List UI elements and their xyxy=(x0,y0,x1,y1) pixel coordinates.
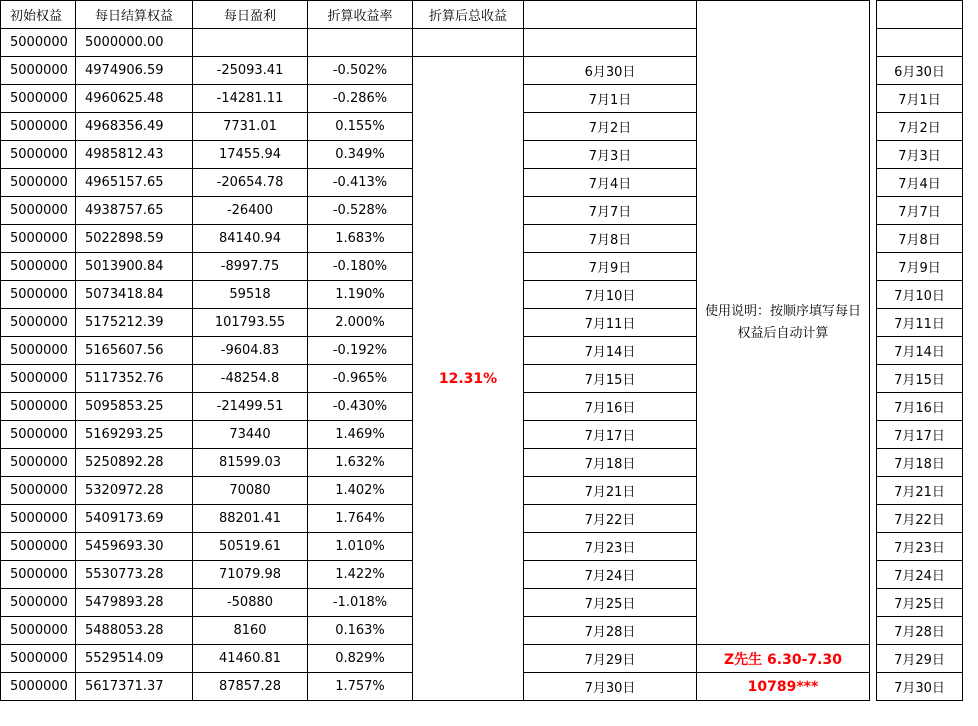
daily-profit-cell[interactable]: 41460.81 xyxy=(193,645,308,673)
header-daily-settlement-equity[interactable]: 每日结算权益 xyxy=(76,1,193,29)
date-cell[interactable]: 7月16日 xyxy=(524,393,697,421)
daily-profit-cell[interactable]: 84140.94 xyxy=(193,225,308,253)
return-rate-cell[interactable]: 1.764% xyxy=(308,505,413,533)
date-copy-cell[interactable]: 7月28日 xyxy=(877,617,963,645)
settlement-equity-cell[interactable]: 5459693.30 xyxy=(76,533,193,561)
empty-cell[interactable] xyxy=(413,29,524,57)
initial-equity-cell[interactable]: 5000000 xyxy=(1,29,76,57)
settlement-equity-cell[interactable]: 5488053.28 xyxy=(76,617,193,645)
return-rate-cell[interactable]: -1.018% xyxy=(308,589,413,617)
settlement-equity-cell[interactable]: 5320972.28 xyxy=(76,477,193,505)
return-rate-cell[interactable]: 1.190% xyxy=(308,281,413,309)
initial-equity-cell[interactable]: 5000000 xyxy=(1,309,76,337)
empty-cell[interactable] xyxy=(308,29,413,57)
initial-equity-cell[interactable]: 5000000 xyxy=(1,617,76,645)
header-return-rate[interactable]: 折算收益率 xyxy=(308,1,413,29)
settlement-equity-cell[interactable]: 4985812.43 xyxy=(76,141,193,169)
date-copy-cell[interactable]: 7月16日 xyxy=(877,393,963,421)
settlement-equity-cell[interactable]: 5073418.84 xyxy=(76,281,193,309)
date-cell[interactable]: 7月7日 xyxy=(524,197,697,225)
initial-equity-cell[interactable]: 5000000 xyxy=(1,561,76,589)
date-cell[interactable]: 7月21日 xyxy=(524,477,697,505)
date-copy-cell[interactable]: 7月1日 xyxy=(877,85,963,113)
header-daily-profit[interactable]: 每日盈利 xyxy=(193,1,308,29)
date-cell[interactable]: 7月28日 xyxy=(524,617,697,645)
usage-note-cell[interactable]: 使用说明：按顺序填写每日权益后自动计算 xyxy=(697,1,870,645)
header-initial-equity[interactable]: 初始权益 xyxy=(1,1,76,29)
initial-equity-cell[interactable]: 5000000 xyxy=(1,225,76,253)
initial-equity-cell[interactable]: 5000000 xyxy=(1,589,76,617)
date-cell[interactable]: 7月17日 xyxy=(524,421,697,449)
date-cell[interactable]: 7月23日 xyxy=(524,533,697,561)
return-rate-cell[interactable]: -0.180% xyxy=(308,253,413,281)
date-copy-cell[interactable]: 7月2日 xyxy=(877,113,963,141)
date-cell[interactable]: 7月29日 xyxy=(524,645,697,673)
date-cell[interactable]: 7月3日 xyxy=(524,141,697,169)
return-rate-cell[interactable]: 0.829% xyxy=(308,645,413,673)
settlement-equity-cell[interactable]: 5117352.76 xyxy=(76,365,193,393)
daily-profit-cell[interactable]: 50519.61 xyxy=(193,533,308,561)
date-cell[interactable]: 7月10日 xyxy=(524,281,697,309)
return-rate-cell[interactable]: -0.192% xyxy=(308,337,413,365)
settlement-equity-cell[interactable]: 5175212.39 xyxy=(76,309,193,337)
return-rate-cell[interactable]: -0.502% xyxy=(308,57,413,85)
initial-equity-cell[interactable]: 5000000 xyxy=(1,673,76,701)
settlement-equity-cell[interactable]: 4968356.49 xyxy=(76,113,193,141)
daily-profit-cell[interactable]: 101793.55 xyxy=(193,309,308,337)
initial-equity-cell[interactable]: 5000000 xyxy=(1,85,76,113)
settlement-equity-cell[interactable]: 5530773.28 xyxy=(76,561,193,589)
return-rate-cell[interactable]: 2.000% xyxy=(308,309,413,337)
settlement-equity-cell[interactable]: 5013900.84 xyxy=(76,253,193,281)
header-total-return[interactable]: 折算后总收益 xyxy=(413,1,524,29)
return-rate-cell[interactable]: 1.757% xyxy=(308,673,413,701)
signature-cell[interactable]: Z先生 6.30-7.30 xyxy=(697,645,870,673)
settlement-equity-cell[interactable]: 5617371.37 xyxy=(76,673,193,701)
return-rate-cell[interactable]: 1.422% xyxy=(308,561,413,589)
date-copy-cell[interactable]: 7月21日 xyxy=(877,477,963,505)
date-cell[interactable]: 7月25日 xyxy=(524,589,697,617)
date-cell[interactable]: 7月15日 xyxy=(524,365,697,393)
footer-code-cell[interactable]: 10789*** xyxy=(697,673,870,701)
initial-equity-cell[interactable]: 5000000 xyxy=(1,253,76,281)
initial-equity-cell[interactable]: 5000000 xyxy=(1,281,76,309)
date-copy-cell[interactable]: 7月18日 xyxy=(877,449,963,477)
settlement-equity-cell[interactable]: 5095853.25 xyxy=(76,393,193,421)
settlement-equity-cell[interactable]: 4974906.59 xyxy=(76,57,193,85)
return-rate-cell[interactable]: -0.965% xyxy=(308,365,413,393)
return-rate-cell[interactable]: 1.402% xyxy=(308,477,413,505)
return-rate-cell[interactable]: -0.286% xyxy=(308,85,413,113)
return-rate-cell[interactable]: 1.632% xyxy=(308,449,413,477)
date-copy-cell[interactable]: 7月24日 xyxy=(877,561,963,589)
return-rate-cell[interactable]: -0.413% xyxy=(308,169,413,197)
initial-equity-cell[interactable]: 5000000 xyxy=(1,421,76,449)
daily-profit-cell[interactable]: -9604.83 xyxy=(193,337,308,365)
daily-profit-cell[interactable]: 17455.94 xyxy=(193,141,308,169)
date-copy-cell[interactable]: 7月30日 xyxy=(877,673,963,701)
date-cell[interactable]: 7月18日 xyxy=(524,449,697,477)
initial-equity-cell[interactable]: 5000000 xyxy=(1,449,76,477)
settlement-equity-cell[interactable]: 5022898.59 xyxy=(76,225,193,253)
initial-equity-cell[interactable]: 5000000 xyxy=(1,365,76,393)
date-copy-cell[interactable]: 7月22日 xyxy=(877,505,963,533)
date-cell[interactable]: 7月9日 xyxy=(524,253,697,281)
initial-equity-cell[interactable]: 5000000 xyxy=(1,337,76,365)
return-rate-cell[interactable]: -0.528% xyxy=(308,197,413,225)
initial-equity-cell[interactable]: 5000000 xyxy=(1,57,76,85)
date-cell[interactable]: 7月2日 xyxy=(524,113,697,141)
date-cell[interactable]: 7月11日 xyxy=(524,309,697,337)
initial-equity-cell[interactable]: 5000000 xyxy=(1,645,76,673)
empty-cell[interactable] xyxy=(524,29,697,57)
return-rate-cell[interactable]: 1.469% xyxy=(308,421,413,449)
daily-profit-cell[interactable]: 8160 xyxy=(193,617,308,645)
date-copy-cell[interactable]: 7月23日 xyxy=(877,533,963,561)
settlement-equity-cell[interactable]: 5529514.09 xyxy=(76,645,193,673)
initial-equity-cell[interactable]: 5000000 xyxy=(1,197,76,225)
settlement-equity-cell[interactable]: 4965157.65 xyxy=(76,169,193,197)
daily-profit-cell[interactable]: 70080 xyxy=(193,477,308,505)
date-copy-cell[interactable]: 7月25日 xyxy=(877,589,963,617)
initial-equity-cell[interactable]: 5000000 xyxy=(1,141,76,169)
empty-cell[interactable] xyxy=(877,1,963,29)
return-rate-cell[interactable]: 0.163% xyxy=(308,617,413,645)
initial-equity-cell[interactable]: 5000000 xyxy=(1,477,76,505)
date-cell[interactable]: 7月8日 xyxy=(524,225,697,253)
daily-profit-cell[interactable]: 88201.41 xyxy=(193,505,308,533)
date-cell[interactable]: 7月30日 xyxy=(524,673,697,701)
date-copy-cell[interactable]: 7月9日 xyxy=(877,253,963,281)
daily-profit-cell[interactable]: 7731.01 xyxy=(193,113,308,141)
date-copy-cell[interactable]: 7月11日 xyxy=(877,309,963,337)
initial-equity-cell[interactable]: 5000000 xyxy=(1,533,76,561)
return-rate-cell[interactable]: 1.010% xyxy=(308,533,413,561)
daily-profit-cell[interactable]: 71079.98 xyxy=(193,561,308,589)
date-copy-cell[interactable]: 7月15日 xyxy=(877,365,963,393)
return-rate-cell[interactable]: 0.349% xyxy=(308,141,413,169)
date-copy-cell[interactable]: 6月30日 xyxy=(877,57,963,85)
date-copy-cell[interactable]: 7月4日 xyxy=(877,169,963,197)
initial-equity-cell[interactable]: 5000000 xyxy=(1,169,76,197)
empty-cell[interactable] xyxy=(524,1,697,29)
date-cell[interactable]: 7月4日 xyxy=(524,169,697,197)
daily-profit-cell[interactable]: -25093.41 xyxy=(193,57,308,85)
daily-profit-cell[interactable]: -14281.11 xyxy=(193,85,308,113)
date-copy-cell[interactable]: 7月14日 xyxy=(877,337,963,365)
return-rate-cell[interactable]: 0.155% xyxy=(308,113,413,141)
date-copy-cell[interactable]: 7月3日 xyxy=(877,141,963,169)
daily-profit-cell[interactable]: 59518 xyxy=(193,281,308,309)
date-cell[interactable]: 7月24日 xyxy=(524,561,697,589)
initial-equity-cell[interactable]: 5000000 xyxy=(1,505,76,533)
return-rate-cell[interactable]: 1.683% xyxy=(308,225,413,253)
settlement-equity-cell[interactable]: 5409173.69 xyxy=(76,505,193,533)
daily-profit-cell[interactable]: 73440 xyxy=(193,421,308,449)
date-cell[interactable]: 7月22日 xyxy=(524,505,697,533)
empty-cell[interactable] xyxy=(877,29,963,57)
daily-profit-cell[interactable]: -50880 xyxy=(193,589,308,617)
settlement-equity-cell[interactable]: 5169293.25 xyxy=(76,421,193,449)
daily-profit-cell[interactable]: -26400 xyxy=(193,197,308,225)
return-rate-cell[interactable]: -0.430% xyxy=(308,393,413,421)
empty-cell[interactable] xyxy=(193,29,308,57)
total-return-cell[interactable]: 12.31% xyxy=(413,57,524,701)
date-copy-cell[interactable]: 7月17日 xyxy=(877,421,963,449)
date-cell[interactable]: 7月1日 xyxy=(524,85,697,113)
initial-equity-cell[interactable]: 5000000 xyxy=(1,113,76,141)
settlement-equity-cell[interactable]: 5000000.00 xyxy=(76,29,193,57)
header-row xyxy=(1,1,963,29)
settlement-equity-cell[interactable]: 5165607.56 xyxy=(76,337,193,365)
settlement-equity-cell[interactable]: 4938757.65 xyxy=(76,197,193,225)
daily-profit-cell[interactable]: -20654.78 xyxy=(193,169,308,197)
daily-profit-cell[interactable]: 81599.03 xyxy=(193,449,308,477)
initial-equity-cell[interactable]: 5000000 xyxy=(1,393,76,421)
date-copy-cell[interactable]: 7月29日 xyxy=(877,645,963,673)
daily-profit-cell[interactable]: -8997.75 xyxy=(193,253,308,281)
settlement-equity-cell[interactable]: 5250892.28 xyxy=(76,449,193,477)
daily-profit-cell[interactable]: 87857.28 xyxy=(193,673,308,701)
daily-profit-cell[interactable]: -48254.8 xyxy=(193,365,308,393)
date-copy-cell[interactable]: 7月10日 xyxy=(877,281,963,309)
column-gap xyxy=(870,1,877,701)
date-cell[interactable]: 6月30日 xyxy=(524,57,697,85)
date-copy-cell[interactable]: 7月7日 xyxy=(877,197,963,225)
date-cell[interactable]: 7月14日 xyxy=(524,337,697,365)
daily-profit-cell[interactable]: -21499.51 xyxy=(193,393,308,421)
settlement-equity-cell[interactable]: 4960625.48 xyxy=(76,85,193,113)
settlement-equity-cell[interactable]: 5479893.28 xyxy=(76,589,193,617)
date-copy-cell[interactable]: 7月8日 xyxy=(877,225,963,253)
